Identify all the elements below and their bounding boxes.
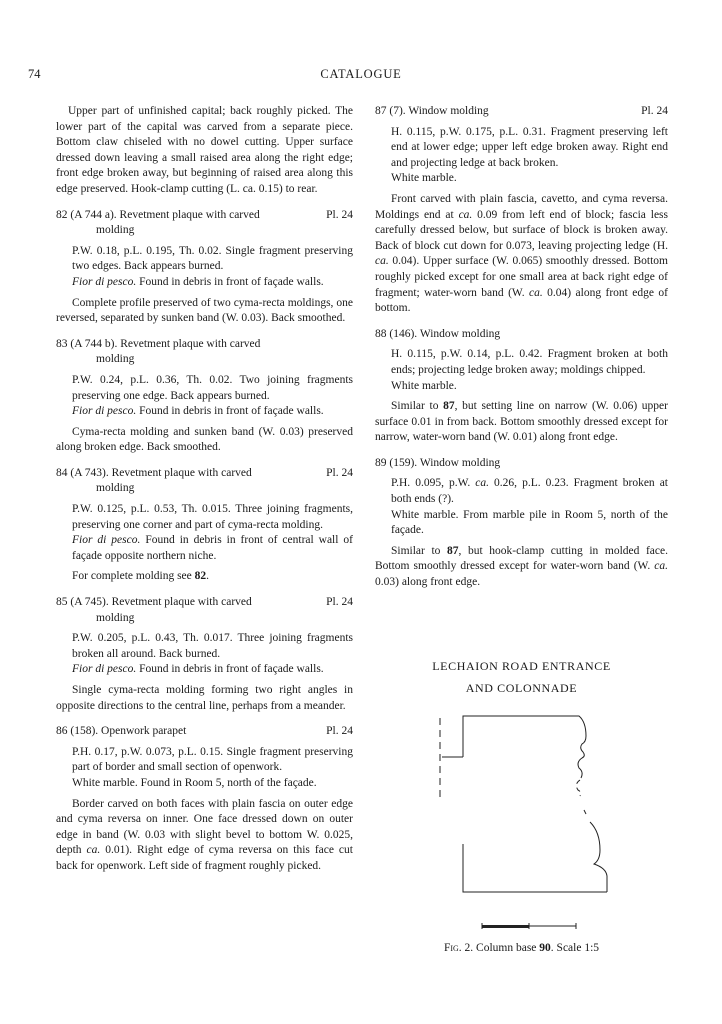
material-name: Fior di pesco. [72,663,137,676]
entry-dimensions: P.W. 0.205, p.L. 0.43, Th. 0.017. Three joining fragments broken all around. Back burned. [72,632,353,660]
entry-title: 87 (7). Window molding [375,105,489,117]
caption-reference: 90 [539,942,551,954]
entry-findspot [72,662,353,678]
entry-title-continued: molding [96,482,135,495]
circa-abbrev: ca. [529,286,543,299]
entry-heading [56,208,353,239]
cross-reference-suffix: . [206,570,210,583]
entry-details [375,347,668,394]
entry-title-continued: molding [96,224,135,237]
entry-description: Single cyma-recta molding forming two right angles in opposite directions to the central line, perhaps from a meander. [56,684,353,712]
entry-details [56,631,353,678]
circa-abbrev: ca. [86,844,101,857]
entry-heading [375,104,668,120]
catalogue-entry-87 [375,104,668,317]
circa-abbrev: ca. [375,255,389,268]
description-text: Front carved with plain fascia, cavetto, and cyma reversa. Moldings end at [375,192,668,221]
material-name: Fior di pesco. [72,275,137,288]
entry-dimensions: H. 0.115, p.W. 0.175, p.L. 0.31. Fragment preserving left end at lower edge; upper left edge broken away. Right end and projecting ledge at back broken. [391,125,668,169]
dimensions-text: 0.26, p.L. 0.23. Fragment broken at both ends (?). [391,477,668,506]
entry-material: White marble. Found in Room 5, north of the façade. [72,776,317,789]
scale-bar-fill [482,925,529,928]
caption-text: . Scale 1:5 [550,942,600,954]
catalogue-entry-86 [56,724,353,874]
lower-profile-outline [590,822,607,892]
description-text: Similar to [391,400,444,413]
findspot-text: Found in debris in front of façade walls. [136,275,324,288]
entry-findspot [72,533,353,564]
column-base-profile-drawing [436,712,616,939]
entry-description [375,399,668,446]
running-head: CATALOGUE [320,67,402,81]
description-text: 0.03) along front edge. [375,576,481,589]
findspot-text: Found in debris in front of central wall of façade opposite northern niche. [72,534,353,562]
upper-profile-outline [463,716,586,778]
description-text: , but hook-clamp cutting in molded face. Bottom smoothly dressed except for water-worn band (W. [375,544,668,573]
entry-title: 84 (A 743). Revetment plaque with carved [56,466,252,479]
catalogue-entry-85 [56,595,353,714]
entry-title-continued: molding [96,611,135,624]
entry-details [56,373,353,420]
entry-dimensions: P.H. 0.17, p.W. 0.073, p.L. 0.15. Single fragment preserving part of border and small section of openwork. [72,745,353,774]
material-name: Fior di pesco. [72,534,141,547]
entry-title: 83 (A 744 b). Revetment plaque with carved [56,337,261,350]
plate-reference: Pl. 24 [326,208,353,221]
description-text: Similar to [391,544,448,557]
section-title-line: LECHAION ROAD ENTRANCE [432,659,611,673]
material-name: Fior di pesco. [72,405,137,418]
description-text: 0.01). Right edge of cyma reversa on this face cut back for openwork. Left side of fragment roughly picked. [56,844,353,872]
entry-title: 86 (158). Openwork parapet [56,725,187,738]
entry-material: White marble. [391,172,457,185]
dimensions-text: P.H. 0.095, p.W. [391,477,476,490]
entry-description [56,569,353,585]
entry-title: 82 (A 744 a). Revetment plaque with carved [56,208,260,221]
profile-svg [436,712,616,934]
circa-abbrev: ca. [654,560,668,573]
entry-dimensions: H. 0.115, p.W. 0.14, p.L. 0.42. Fragment broken at both ends; projecting ledge broken away; moldings chipped. [391,348,668,376]
caption-text: Column base [473,942,540,954]
catalogue-entry-84 [56,466,353,585]
entry-details [56,244,353,291]
entry-details [56,745,353,792]
catalogue-entry-89 [375,456,668,591]
plate-reference: Pl. 24 [641,105,668,117]
catalogue-entry-83 [56,337,353,456]
entry-details [56,502,353,564]
entry-material: White marble. From marble pile in Room 5, north of the façade. [391,508,668,537]
left-column [56,104,353,885]
description-text: Border carved on both faces with plain fascia on outer edge and cyma reversa on inner. One face dressed down on outer edge in band (W. 0.03 with slight bevel to bottom W. 0.025, depth [56,797,353,857]
description-text: 0.09 from left end of block; fascia less carefully dressed below, but surface of block is broken away. Back of block cut down for 0.073, leaving projecting ledge (H. [375,208,668,252]
cross-reference: 87 [447,544,459,557]
plate-reference: Pl. 24 [326,466,353,479]
section-title [375,655,668,699]
base-outline [463,844,607,892]
findspot-text: Found in debris in front of façade walls. [136,405,324,418]
plate-reference: Pl. 24 [326,725,353,738]
findspot-text: Found in debris in front of façade walls. [136,663,324,676]
entry-description: Cyma-recta molding and sunken band (W. 0.03) preserved along broken edge. Back smoothed. [56,425,353,454]
entry-dimensions: P.W. 0.125, p.L. 0.53, Th. 0.015. Three joining fragments, preserving one corner and part of cyma-recta molding. [72,503,353,531]
entry-dimensions [391,476,668,507]
description-text: 0.04). Upper surface (W. 0.065) smoothly dressed. Bottom roughly picked except for one small area at back right edge of fragment; water-worn band (W. [375,255,668,299]
entry-details [375,125,668,187]
entry-heading [56,595,353,626]
cross-reference: 87 [443,400,455,413]
circa-abbrev: ca. [475,477,490,490]
section-title-line: AND COLONNADE [465,681,578,695]
broken-profile-outline [576,780,580,796]
entry-description [375,192,668,317]
cross-reference: 82 [194,570,207,583]
entry-description: Complete profile preserved of two cyma-recta moldings, one reversed, separated by sunken band (W. 0.03). Back smoothed. [56,296,353,325]
entry-details [375,476,668,538]
entry-findspot [72,275,353,291]
entry-description [375,544,668,591]
entry-title: 85 (A 745). Revetment plaque with carved [56,596,252,609]
entry-material: White marble. [391,379,457,392]
entry-heading [375,456,668,472]
entry-heading [56,466,353,497]
entry-description [56,797,353,875]
figure-label: Fig. 2. [443,942,474,954]
description-text: , but setting line on narrow (W. 0.06) upper surface 0.01 in from back. Bottom smoothly dressed except for narrow, water-worn band (W. 0.01) along front edge. [375,400,668,444]
entry-dimensions: P.W. 0.18, p.L. 0.195, Th. 0.02. Single fragment preserving two edges. Back appears burned. [72,244,353,273]
cross-reference-prefix: For complete molding see [72,570,195,583]
catalogue-entry-82 [56,208,353,327]
right-column [375,104,668,601]
entry-dimensions: P.W. 0.24, p.L. 0.36, Th. 0.02. Two joining fragments preserving one edge. Back appears burned. [72,373,353,402]
profile-fragment [584,810,586,814]
figure-caption [375,942,668,954]
circa-abbrev: ca. [458,208,473,221]
entry-title-continued: molding [96,353,135,366]
entry-heading [56,337,353,368]
intro-paragraph: Upper part of unfinished capital; back roughly picked. The lower part of the capital was carved from a separate piece. Bottom claw chiseled with no dowel cutting. Upper surface dressed down leaving a small raised area along the right edge; front edge broken away, but beginning of raised area along this edge preserved. Hook-clamp cutting (L. ca. 0.15) to rear. [56,105,353,195]
entry-title: 88 (146). Window molding [375,327,501,340]
entry-findspot [72,404,353,420]
entry-title: 89 (159). Window molding [375,456,501,469]
description-text: 0.04) along front edge of bottom. [375,286,668,315]
entry-heading [56,724,353,740]
page-number: 74 [28,67,41,81]
entry-heading [375,327,668,343]
catalogue-entry-88 [375,327,668,446]
plate-reference: Pl. 24 [326,596,353,609]
